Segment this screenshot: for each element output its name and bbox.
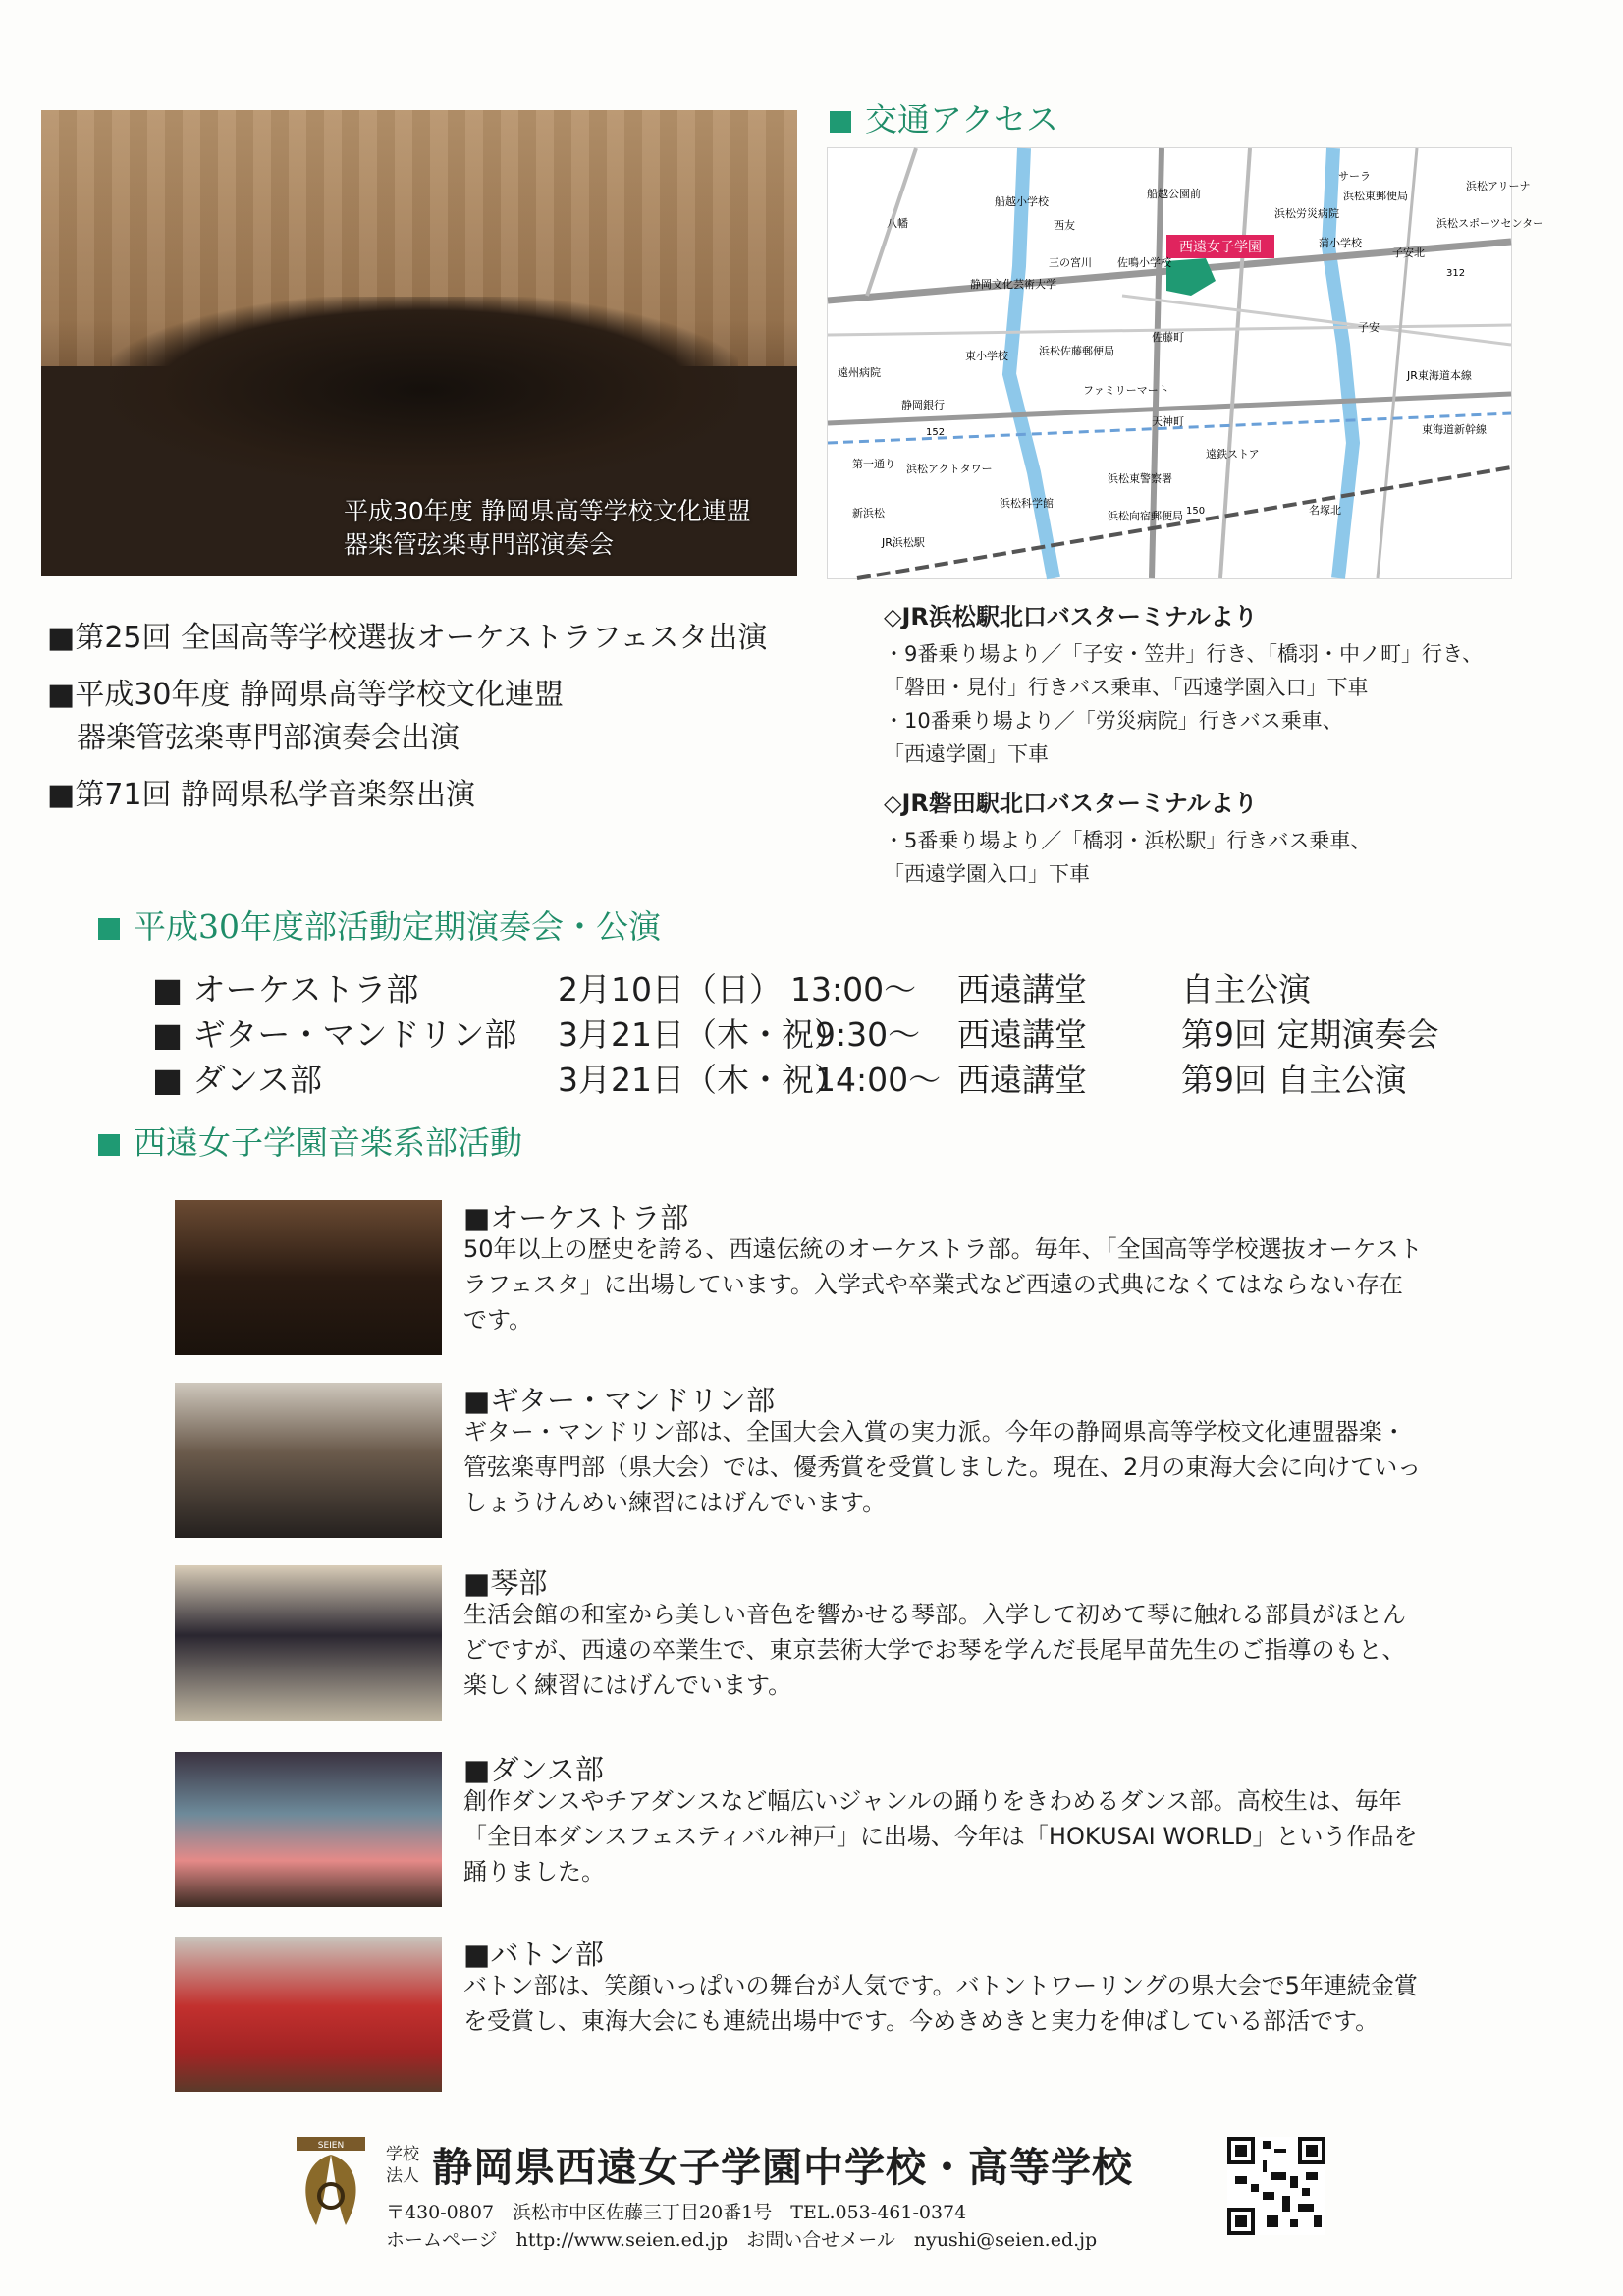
- achievement-item: ■第25回 全国高等学校選抜オーケストラフェスタ出演: [47, 621, 768, 655]
- club-title: ■ダンス部: [463, 1753, 604, 1786]
- club-title: ■オーケストラ部: [463, 1201, 689, 1234]
- svg-text:東海道新幹線: 東海道新幹線: [1422, 423, 1487, 436]
- svg-text:佐鳴小学校: 佐鳴小学校: [1117, 256, 1171, 269]
- club-description: 生活会館の和室から美しい音色を響かせる琴部。入学して初めて琴に触れる部員がほとんどですが、西遠の卒業生で、東京芸術大学でお琴を学んだ長尾早苗先生のご指導のもと、楽しく練習にはげんでいます。: [463, 1601, 1406, 1699]
- schedule-time: 9:30～: [815, 1015, 921, 1054]
- svg-text:浜松スポーツセンター: 浜松スポーツセンター: [1436, 217, 1544, 230]
- svg-text:佐藤町: 佐藤町: [1152, 331, 1184, 344]
- route-info-hamamatsu: ◇JR浜松駅北口バスターミナルより ・9番乗り場より／「子安・笠井」行き、「橋羽・中ノ町」行き、 「磐田・見付」行きバス乗車、「西遠学園入口」下車 ・10番乗り場より／「労災病院」行きバス乗車、 「西遠学園」下車: [884, 603, 1484, 766]
- svg-text:JR東海道本線: JR東海道本線: [1407, 369, 1472, 382]
- schedule-place: 西遠講堂: [957, 1015, 1087, 1054]
- baton-photo: [175, 1937, 442, 2092]
- schedule-place: 西遠講堂: [957, 1061, 1087, 1099]
- svg-text:新浜松: 新浜松: [852, 507, 885, 519]
- schedule-title: 平成30年度部活動定期演奏会・公演: [98, 902, 661, 948]
- svg-text:子安: 子安: [1358, 321, 1380, 334]
- club-description: 50年以上の歴史を誇る、西遠伝統のオーケストラ部。毎年、「全国高等学校選抜オーケストラフェスタ」に出場しています。入学式や卒業式など西遠の式典になくてはならない存在です。: [463, 1235, 1423, 1334]
- club-description: 創作ダンスやチアダンスなど幅広いジャンルの踊りをきわめるダンス部。高校生は、毎年「全日本ダンスフェスティバル神戸」に出場、今年は「HOKUSAI WORLD」という作品を踊りました。: [463, 1787, 1418, 1886]
- svg-text:浜松東警察署: 浜松東警察署: [1108, 472, 1172, 485]
- access-title: 交通アクセス: [830, 94, 1058, 140]
- svg-text:浜松向宿郵便局: 浜松向宿郵便局: [1108, 510, 1183, 522]
- photo-caption: 平成30年度 静岡県高等学校文化連盟 器楽管弦楽専門部演奏会: [344, 497, 751, 559]
- club-title: ■ギター・マンドリン部: [463, 1384, 776, 1417]
- svg-text:サーラ: サーラ: [1338, 170, 1371, 183]
- svg-text:第一通り: 第一通り: [852, 458, 895, 470]
- schedule-type: 第9回 定期演奏会: [1181, 1015, 1439, 1054]
- svg-text:浜松佐藤郵便局: 浜松佐藤郵便局: [1039, 345, 1114, 357]
- achievement-item: ■第71回 静岡県私学音楽祭出演: [47, 778, 476, 812]
- svg-text:船越小学校: 船越小学校: [995, 195, 1049, 208]
- achievement-item: ■平成30年度 静岡県高等学校文化連盟: [47, 678, 565, 712]
- school-logo: [287, 2137, 375, 2235]
- route-info-iwata: ◇JR磐田駅北口バスターミナルより ・5番乗り場より／「橋羽・浜松駅」行きバス乗車、 「西遠学園入口」下車: [884, 790, 1372, 886]
- corp-label: 学校 法人: [386, 2145, 419, 2186]
- svg-text:浜松科学館: 浜松科学館: [1000, 497, 1054, 510]
- club-title: ■琴部: [463, 1566, 548, 1600]
- svg-text:静岡銀行: 静岡銀行: [901, 399, 945, 411]
- email-link[interactable]: nyushi@seien.ed.jp: [913, 2229, 1098, 2251]
- svg-text:西友: 西友: [1054, 219, 1075, 232]
- svg-text:子安北: 子安北: [1392, 246, 1425, 259]
- clubs-title: 西遠女子学園音楽系部活動: [98, 1118, 522, 1164]
- club-description: ギター・マンドリン部は、全国大会入賞の実力派。今年の静岡県高等学校文化連盟器楽・管弦楽専門部（県大会）では、優秀賞を受賞しました。現在、2月の東海大会に向けていっしょうけんめい練習にはげんでいます。: [463, 1418, 1422, 1516]
- koto-photo: [175, 1565, 442, 1721]
- svg-text:八幡: 八幡: [887, 217, 908, 230]
- svg-text:三の宮川: 三の宮川: [1049, 256, 1092, 269]
- achievement-item-cont: 器楽管弦楽専門部演奏会出演: [77, 721, 460, 755]
- svg-text:312: 312: [1446, 268, 1466, 279]
- svg-text:浜松アクトタワー: 浜松アクトタワー: [906, 463, 993, 475]
- svg-text:JR浜松駅: JR浜松駅: [882, 536, 925, 549]
- website-link[interactable]: http://www.seien.ed.jp: [515, 2229, 729, 2251]
- svg-text:静岡文化芸術大学: 静岡文化芸術大学: [970, 278, 1056, 291]
- schedule-type: 自主公演: [1181, 970, 1311, 1009]
- access-map: [827, 147, 1544, 579]
- club-description: バトン部は、笑顔いっぱいの舞台が人気です。バトントワーリングの県大会で5年連続金賞を受賞し、東海大会にも連続出場中です。今めきめきと実力を伸ばしている部活です。: [463, 1972, 1418, 2035]
- svg-text:蒲小学校: 蒲小学校: [1319, 237, 1362, 249]
- svg-text:東小学校: 東小学校: [965, 350, 1008, 362]
- svg-text:遠鉄ストア: 遠鉄ストア: [1206, 448, 1260, 461]
- club-title: ■バトン部: [463, 1938, 604, 1971]
- orchestra-photo: [175, 1200, 442, 1355]
- schedule-club: ■ オーケストラ部: [152, 970, 419, 1009]
- svg-text:船越公園前: 船越公園前: [1147, 188, 1201, 200]
- schedule-date: 3月21日（木・祝）: [558, 1015, 846, 1054]
- svg-text:浜松東郵便局: 浜松東郵便局: [1343, 190, 1408, 202]
- schedule-place: 西遠講堂: [957, 970, 1087, 1009]
- schedule-date: 3月21日（木・祝）: [558, 1061, 846, 1099]
- svg-text:浜松労災病院: 浜松労災病院: [1274, 207, 1339, 220]
- schedule-club: ■ ダンス部: [152, 1061, 323, 1099]
- footer-contact: ホームページ http://www.seien.ed.jp お問い合せメール nyushi@seien.ed.jp: [386, 2229, 1098, 2251]
- schedule-club: ■ ギター・マンドリン部: [152, 1015, 517, 1054]
- svg-text:名塚北: 名塚北: [1309, 504, 1341, 517]
- guitar-mandolin-photo: [175, 1383, 442, 1538]
- svg-text:浜松アリーナ: 浜松アリーナ: [1466, 180, 1531, 192]
- qr-code[interactable]: [1227, 2137, 1325, 2235]
- svg-text:ファミリーマート: ファミリーマート: [1083, 384, 1169, 397]
- svg-text:遠州病院: 遠州病院: [838, 366, 881, 379]
- schedule-type: 第9回 自主公演: [1181, 1061, 1407, 1099]
- svg-text:SEIEN: SEIEN: [317, 2141, 345, 2151]
- svg-text:天神町: 天神町: [1152, 415, 1184, 428]
- svg-text:150: 150: [1186, 506, 1206, 517]
- schedule-time: 14:00～: [815, 1061, 942, 1099]
- svg-text:152: 152: [926, 427, 946, 438]
- schedule-date: 2月10日（日）: [558, 970, 782, 1009]
- school-name: 静岡県西遠女子学園中学校・高等学校: [432, 2144, 1133, 2191]
- svg-text:西遠女子学園: 西遠女子学園: [1179, 240, 1262, 255]
- concert-photo: [41, 110, 797, 576]
- school-address: 〒430-0807 浜松市中区佐藤三丁目20番1号 TEL.053-461-0374: [386, 2202, 967, 2223]
- dance-photo: [175, 1752, 442, 1907]
- schedule-time: 13:00～: [790, 970, 917, 1009]
- achievements-list: [47, 617, 767, 817]
